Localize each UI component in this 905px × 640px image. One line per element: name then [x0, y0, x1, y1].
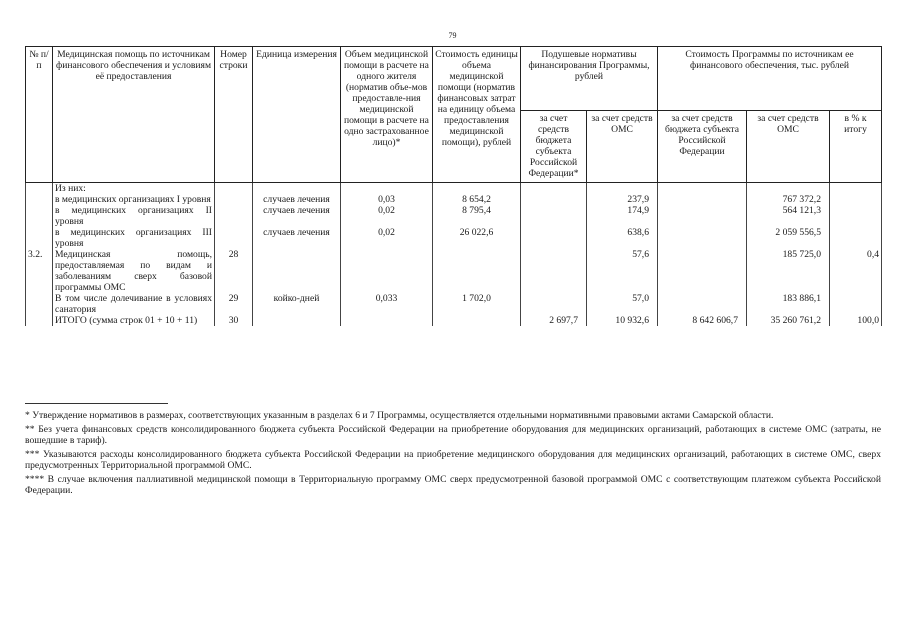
- row-total-oms: 183 886,1: [747, 293, 830, 315]
- row-pc-oms: [587, 183, 658, 195]
- table-row: [26, 293, 882, 315]
- row-line: 28: [215, 249, 253, 293]
- header-num: № п/п: [26, 47, 53, 183]
- row-total-budget: [658, 194, 747, 205]
- row-unit: [253, 315, 341, 326]
- row-pc-budget: [521, 205, 587, 227]
- row-num: [26, 205, 53, 227]
- row-line: 30: [215, 315, 253, 326]
- footnote-1: * Утверждение нормативов в размерах, соответствующих указанным в разделах 6 и 7 Программы, осуществляется отдельными нормативными правовыми актами Самарской области.: [25, 410, 774, 421]
- financing-table: [25, 46, 882, 326]
- row-pc-budget: 2 697,7: [521, 315, 587, 326]
- row-total-oms: 185 725,0: [747, 249, 830, 293]
- footnotes: [25, 403, 881, 499]
- footnote-2: ** Без учета финансовых средств консолидированного бюджета субъекта Российской Федерации на приобретение оборудования для медицинских организаций, работающих в системе ОМС (затраты, не вошедшие в тариф).: [25, 423, 881, 446]
- header-unit-cost: Стоимость единицы объема медицинской помощи (норматив финансовых затрат на единицу объема предоставления медицинской помощи), рублей: [433, 47, 521, 183]
- footnote-4: **** В случае включения паллиативной медицинской помощи в Территориальную программу ОМС сверх предусмотренной базовой программой ОМС с соответствующим платежом субъекта Российской Федерации.: [25, 473, 881, 496]
- table-row: [26, 227, 882, 249]
- table-row: [26, 205, 882, 227]
- row-pc-budget: [521, 249, 587, 293]
- header-volume: Объем медицинской помощи в расчете на одного жителя (норматив объе-мов предоставле-ния медицинской помощи в расчете на одно застрахованное лицо)*: [341, 47, 433, 183]
- row-total-budget: [658, 249, 747, 293]
- row-name: в медицинских организациях II уровня: [53, 205, 215, 227]
- row-total-budget: [658, 205, 747, 227]
- row-unit: случаев лечения: [253, 205, 341, 227]
- row-unit: койко-дней: [253, 293, 341, 315]
- row-unit: [253, 183, 341, 195]
- row-name: Медицинская помощь, предоставляемая по видам и заболеваниям сверх базовой программы ОМС: [53, 249, 215, 293]
- footnote-3: *** Указываются расходы консолидированного бюджета субъекта Российской Федерации на приобретение медицинского оборудования для медицинских организаций, работающих в системе ОМС, сверх предусмотренных Территориальной программой ОМС.: [25, 448, 881, 471]
- header-percent: в % к итогу: [830, 111, 882, 183]
- row-line: [215, 183, 253, 195]
- table-row: [26, 194, 882, 205]
- row-name: Из них:: [53, 183, 215, 195]
- row-pc-budget: [521, 293, 587, 315]
- row-total-budget: 8 642 606,7: [658, 315, 747, 326]
- row-percent: [830, 293, 882, 315]
- row-pc-budget: [521, 227, 587, 249]
- row-volume: [341, 249, 433, 293]
- row-pc-budget: [521, 183, 587, 195]
- row-num: [26, 293, 53, 315]
- row-volume: 0,033: [341, 293, 433, 315]
- row-line: [215, 205, 253, 227]
- row-unit: [253, 249, 341, 293]
- row-total-budget: [658, 293, 747, 315]
- row-cost: 26 022,6: [433, 227, 521, 249]
- row-unit: случаев лечения: [253, 194, 341, 205]
- row-cost: [433, 315, 521, 326]
- row-pc-oms: 10 932,6: [587, 315, 658, 326]
- row-percent: 100,0: [830, 315, 882, 326]
- row-pc-oms: 638,6: [587, 227, 658, 249]
- row-name: В том числе долечивание в условиях санатория: [53, 293, 215, 315]
- row-percent: [830, 183, 882, 195]
- table-row: [26, 249, 882, 293]
- row-line: [215, 227, 253, 249]
- row-percent: [830, 205, 882, 227]
- row-percent: [830, 194, 882, 205]
- header-per-capita-group: Подушевые нормативы финансирования Программы, рублей: [521, 47, 658, 111]
- row-pc-oms: 57,0: [587, 293, 658, 315]
- row-volume: 0,03: [341, 194, 433, 205]
- row-pc-oms: 174,9: [587, 205, 658, 227]
- row-name: в медицинских организациях I уровня: [53, 194, 215, 205]
- row-pc-oms: 237,9: [587, 194, 658, 205]
- row-line: 29: [215, 293, 253, 315]
- row-total-oms: 564 121,3: [747, 205, 830, 227]
- table-row-total: [26, 315, 882, 326]
- row-name: ИТОГО (сумма строк 01 + 10 + 11): [53, 315, 215, 326]
- row-pc-budget: [521, 194, 587, 205]
- page-number: 79: [448, 31, 457, 40]
- header-unit: Единица измерения: [253, 47, 341, 183]
- row-volume: [341, 315, 433, 326]
- row-total-budget: [658, 227, 747, 249]
- header-care-type: Медицинская помощь по источникам финансового обеспечения и условиям её предоставления: [53, 47, 215, 183]
- row-cost: 8 654,2: [433, 194, 521, 205]
- header-line-number: Номер строки: [215, 47, 253, 183]
- row-volume: 0,02: [341, 205, 433, 227]
- row-cost: [433, 183, 521, 195]
- row-num: [26, 183, 53, 195]
- row-cost: 8 795,4: [433, 205, 521, 227]
- row-cost: [433, 249, 521, 293]
- footnote-divider: [25, 403, 168, 404]
- header-pc-budget: за счет средств бюджета субъекта Российской Федерации*: [521, 111, 587, 183]
- row-num: [26, 227, 53, 249]
- row-line: [215, 194, 253, 205]
- row-name: в медицинских организациях III уровня: [53, 227, 215, 249]
- row-num: [26, 194, 53, 205]
- row-total-budget: [658, 183, 747, 195]
- row-unit: случаев лечения: [253, 227, 341, 249]
- header-total-budget: за счет средств бюджета субъекта Российской Федерации: [658, 111, 747, 183]
- row-num: [26, 315, 53, 326]
- table-row: [26, 183, 882, 195]
- row-total-oms: 2 059 556,5: [747, 227, 830, 249]
- row-cost: 1 702,0: [433, 293, 521, 315]
- header-total-oms: за счет средств ОМС: [747, 111, 830, 183]
- row-percent: 0,4: [830, 249, 882, 293]
- row-volume: [341, 183, 433, 195]
- row-total-oms: [747, 183, 830, 195]
- row-pc-oms: 57,6: [587, 249, 658, 293]
- row-total-oms: 35 260 761,2: [747, 315, 830, 326]
- row-total-oms: 767 372,2: [747, 194, 830, 205]
- row-volume: 0,02: [341, 227, 433, 249]
- header-pc-oms: за счет средств ОМС: [587, 111, 658, 183]
- row-percent: [830, 227, 882, 249]
- row-num: 3.2.: [26, 249, 53, 293]
- header-program-cost-group: Стоимость Программы по источникам ее финансового обеспечения, тыс. рублей: [658, 47, 882, 111]
